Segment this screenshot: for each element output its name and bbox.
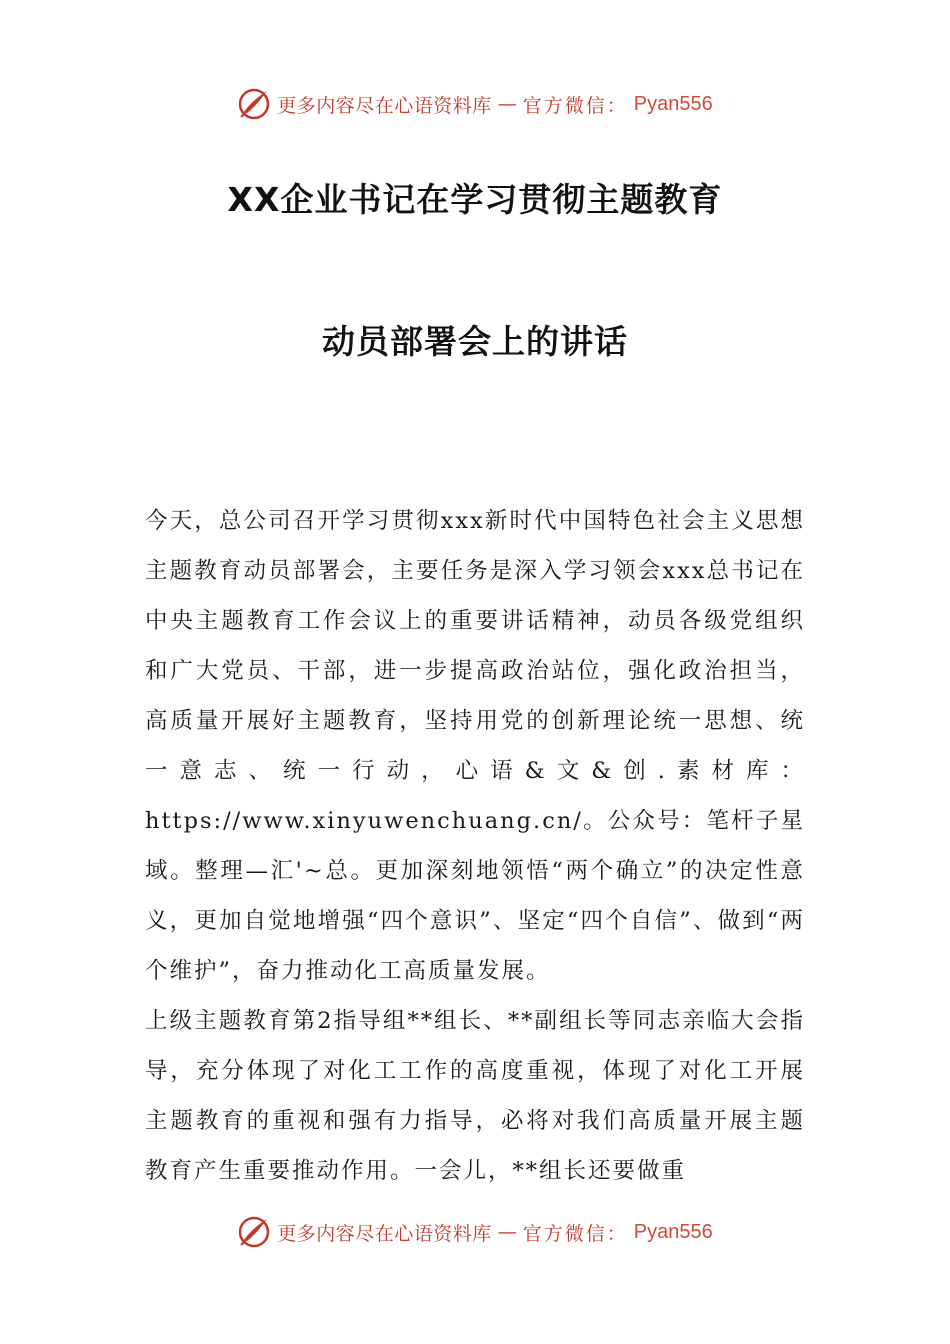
banner-brand-text: 更多内容尽在心语资料库: [277, 1222, 492, 1245]
body-paragraph: 今天，总公司召开学习贯彻xxx新时代中国特色社会主义思想主题教育动员部署会，主要任务是深入学习领会xxx总书记在中央主题教育工作会议上的重要讲话精神，动员各级党组织和广大党员、干部，进一步提高政治站位，强化政治担当，高质量开展好主题教育，坚持用党的创新理论统一思想、统一意志、统一行动，心语&文&创.素材库：https://www.xinyuwenchuang.cn/。公众号：笔杆子星域。整理—汇'~总。更加深刻地领悟“两个确立”的决定性意义，更加自觉地增强“四个意识”、坚定“四个自信”、做到“两个维护”，奋力推动化工高质量发展。: [145, 508, 805, 984]
document-body: [145, 496, 805, 1196]
banner-wechat-label: 官方微信：: [522, 1222, 628, 1245]
document-title-line-2: 动员部署会上的讲话: [322, 322, 628, 361]
footer-watermark-banner: [0, 1212, 950, 1252]
body-paragraph: 上级主题教育第2指导组**组长、**副组长等同志亲临大会指导，充分体现了对化工工作的高度重视，体现了对化工开展主题教育的重视和强有力指导，必将对我们高质量开展主题教育产生重要推动作用。一会儿，**组长还要做重: [145, 1008, 805, 1184]
banner-wechat-label: 官方微信：: [522, 94, 628, 117]
document-title-line-1: XX企业书记在学习贯彻主题教育: [227, 180, 723, 219]
quill-pen-icon: [237, 1215, 271, 1249]
banner-separator: —: [497, 1221, 517, 1243]
banner-wechat-id: Pyan556: [633, 92, 713, 115]
banner-brand-text: 更多内容尽在心语资料库: [277, 94, 492, 117]
quill-pen-icon: [237, 87, 271, 121]
banner-wechat-id: Pyan556: [633, 1220, 713, 1243]
header-watermark-banner: [0, 84, 950, 124]
banner-separator: —: [497, 93, 517, 115]
